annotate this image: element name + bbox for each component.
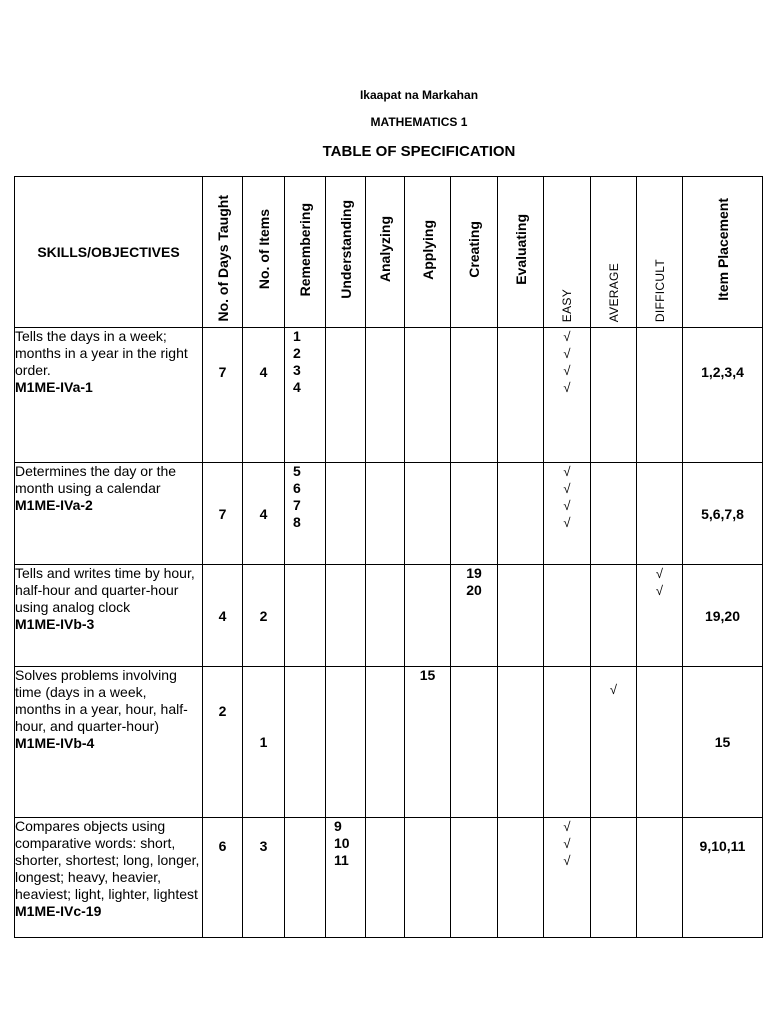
cell-days: 2 xyxy=(203,667,243,818)
cell-average xyxy=(591,565,637,667)
cell-difficult xyxy=(637,463,683,565)
cell-items: 2 xyxy=(243,565,285,667)
cell-creating xyxy=(451,463,498,565)
item-number: 5 xyxy=(293,463,301,479)
cell-items: 3 xyxy=(243,818,285,938)
cell-applying xyxy=(405,328,451,463)
cell-remembering xyxy=(285,818,326,938)
item-number: 4 xyxy=(293,379,301,395)
cell-understanding xyxy=(326,565,366,667)
cell-analyzing xyxy=(366,667,405,818)
check-mark: √ xyxy=(563,481,571,496)
objective-text: Tells the days in a week; months in a year in the right order. xyxy=(15,328,188,378)
cell-average xyxy=(591,667,637,818)
cell-days: 6 xyxy=(203,818,243,938)
cell-easy xyxy=(544,818,591,938)
col-items: No. of Items xyxy=(243,177,285,328)
competency-code: M1ME-IVa-2 xyxy=(15,497,93,513)
item-number: 20 xyxy=(466,582,482,598)
col-average: AVERAGE xyxy=(591,177,637,328)
cell-evaluating xyxy=(498,818,544,938)
col-item-placement: Item Placement xyxy=(683,177,763,328)
cell-days: 7 xyxy=(203,328,243,463)
check-mark: √ xyxy=(563,498,571,513)
cell-average xyxy=(591,463,637,565)
item-number: 9 xyxy=(334,818,342,834)
cell-items: 4 xyxy=(243,463,285,565)
check-mark: √ xyxy=(563,836,571,851)
cell-easy xyxy=(544,565,591,667)
item-number: 11 xyxy=(334,852,349,868)
cell-items: 1 xyxy=(243,667,285,818)
cell-evaluating xyxy=(498,328,544,463)
table-row xyxy=(15,667,763,818)
check-mark: √ xyxy=(655,583,664,598)
cell-difficult xyxy=(637,667,683,818)
cell-evaluating xyxy=(498,667,544,818)
check-mark: √ xyxy=(563,464,571,479)
objective-cell xyxy=(15,565,203,667)
cell-analyzing xyxy=(366,565,405,667)
check-mark: √ xyxy=(563,363,571,378)
objective-text: Solves problems involving time (days in a week, months in a year, hour, half-hour, and quarter-hour) xyxy=(15,667,188,734)
cell-evaluating xyxy=(498,463,544,565)
col-days: No. of Days Taught xyxy=(203,177,243,328)
competency-code: M1ME-IVc-19 xyxy=(15,903,102,919)
cell-creating xyxy=(451,818,498,938)
check-mark: √ xyxy=(563,819,571,834)
objective-text: Tells and writes time by hour, half-hour and quarter-hour using analog clock xyxy=(15,565,195,615)
specification-table xyxy=(14,176,763,938)
col-skills: SKILLS/OBJECTIVES xyxy=(15,177,203,328)
col-applying: Applying xyxy=(405,177,451,328)
cell-item-placement: 9,10,11 xyxy=(683,818,763,938)
col-creating: Creating xyxy=(451,177,498,328)
cell-easy xyxy=(544,667,591,818)
objective-cell xyxy=(15,328,203,463)
cell-average xyxy=(591,328,637,463)
item-number: 10 xyxy=(334,835,350,851)
item-number: 6 xyxy=(293,480,301,496)
cell-remembering xyxy=(285,328,326,463)
item-number: 19 xyxy=(466,565,482,581)
objective-cell xyxy=(15,667,203,818)
cell-easy xyxy=(544,328,591,463)
cell-difficult xyxy=(637,565,683,667)
cell-creating xyxy=(451,667,498,818)
check-mark: √ xyxy=(563,329,571,344)
competency-code: M1ME-IVa-1 xyxy=(15,379,93,395)
competency-code: M1ME-IVb-3 xyxy=(15,616,95,632)
cell-item-placement: 15 xyxy=(683,667,763,818)
cell-understanding xyxy=(326,667,366,818)
cell-difficult xyxy=(637,818,683,938)
objective-cell xyxy=(15,463,203,565)
col-analyzing: Analyzing xyxy=(366,177,405,328)
cell-applying xyxy=(405,818,451,938)
cell-applying xyxy=(405,667,451,818)
item-number: 7 xyxy=(293,497,301,513)
header-row xyxy=(15,177,763,328)
cell-days: 7 xyxy=(203,463,243,565)
objective-cell xyxy=(15,818,203,938)
document-title: TABLE OF SPECIFICATION xyxy=(322,143,516,160)
cell-remembering xyxy=(285,463,326,565)
table-row xyxy=(15,818,763,938)
cell-analyzing xyxy=(366,328,405,463)
cell-remembering xyxy=(285,565,326,667)
cell-understanding xyxy=(326,328,366,463)
objective-text: Compares objects using comparative words: short, shorter, shortest; long, longer, longest; heavy, heavier, heaviest; light, lighter, lightest xyxy=(15,818,200,902)
table-row xyxy=(15,328,763,463)
check-mark: √ xyxy=(563,515,571,530)
check-mark: √ xyxy=(563,380,571,395)
col-difficult: DIFFICULT xyxy=(637,177,683,328)
cell-item-placement: 1,2,3,4 xyxy=(683,328,763,463)
cell-easy xyxy=(544,463,591,565)
col-easy: EASY xyxy=(544,177,591,328)
item-number: 15 xyxy=(419,667,436,683)
cell-items: 4 xyxy=(243,328,285,463)
check-mark: √ xyxy=(563,853,571,868)
cell-difficult xyxy=(637,328,683,463)
cell-creating xyxy=(451,565,498,667)
cell-evaluating xyxy=(498,565,544,667)
item-number: 8 xyxy=(293,514,301,530)
cell-creating xyxy=(451,328,498,463)
objective-text: Determines the day or the month using a calendar xyxy=(15,463,177,496)
quarter-label: Ikaapat na Markahan xyxy=(359,88,479,102)
cell-applying xyxy=(405,463,451,565)
cell-item-placement: 5,6,7,8 xyxy=(683,463,763,565)
col-evaluating: Evaluating xyxy=(498,177,544,328)
cell-days: 4 xyxy=(203,565,243,667)
cell-average xyxy=(591,818,637,938)
item-number: 1 xyxy=(293,328,301,344)
subject-label: MATHEMATICS 1 xyxy=(370,115,468,129)
item-number: 3 xyxy=(293,362,301,378)
col-understanding: Understanding xyxy=(326,177,366,328)
cell-analyzing xyxy=(366,818,405,938)
cell-analyzing xyxy=(366,463,405,565)
table-row xyxy=(15,463,763,565)
cell-understanding xyxy=(326,463,366,565)
check-mark: √ xyxy=(655,566,664,581)
competency-code: M1ME-IVb-4 xyxy=(15,735,95,751)
col-remembering: Remembering xyxy=(285,177,326,328)
check-mark: √ xyxy=(563,346,571,361)
cell-understanding xyxy=(326,818,366,938)
cell-remembering xyxy=(285,667,326,818)
table-row xyxy=(15,565,763,667)
cell-applying xyxy=(405,565,451,667)
cell-item-placement: 19,20 xyxy=(683,565,763,667)
check-mark: √ xyxy=(609,682,618,697)
item-number: 2 xyxy=(293,345,301,361)
